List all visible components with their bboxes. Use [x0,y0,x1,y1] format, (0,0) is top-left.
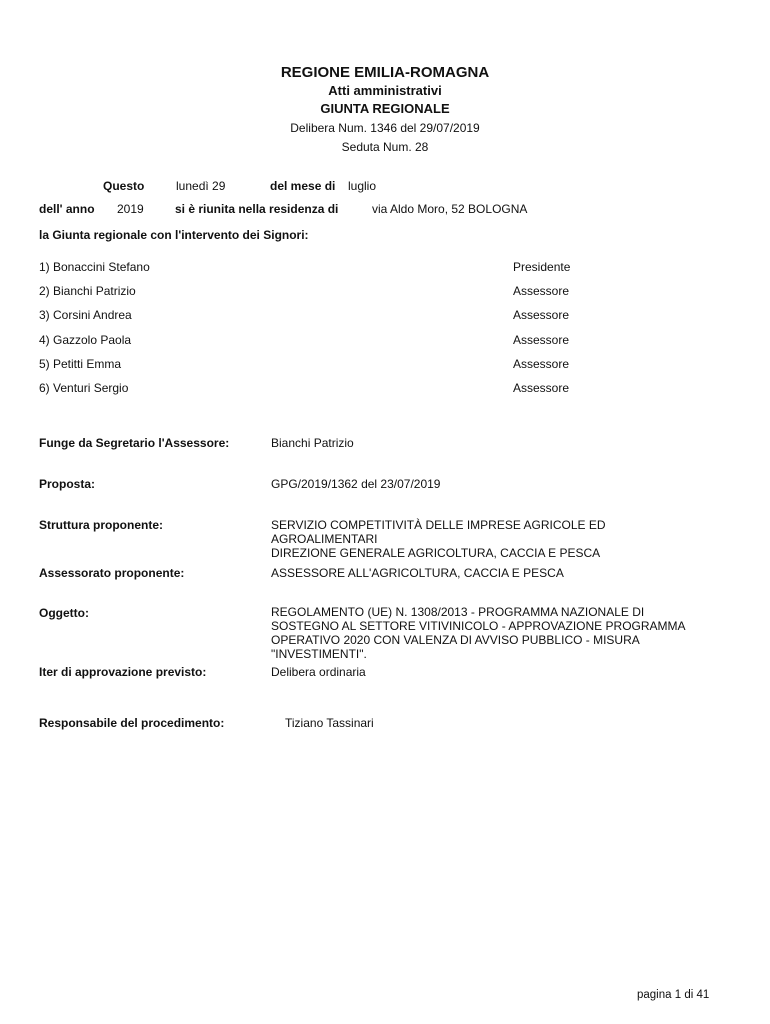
member-role: Assessore [513,381,570,395]
struttura-label: Struttura proponente: [39,518,163,532]
session-day: lunedì 29 [176,179,226,193]
member-name: 3) Corsini Andrea [39,308,132,322]
session-year: 2019 [117,202,144,216]
segretario-label: Funge da Segretario l'Assessore: [39,436,230,450]
seduta-number: Seduta Num. 28 [341,140,429,154]
assessorato-label: Assessorato proponente: [39,566,185,580]
iter-label: Iter di approvazione previsto: [39,665,207,679]
member-role: Assessore [513,357,570,371]
segretario-value: Bianchi Patrizio [271,436,354,450]
body-title: GIUNTA REGIONALE [320,101,450,116]
assessorato-value: ASSESSORE ALL'AGRICOLTURA, CACCIA E PESCA [271,566,564,580]
oggetto-value-line: "INVESTIMENTI". [271,647,367,661]
responsabile-value: Tiziano Tassinari [285,716,374,730]
riunita-label: si è riunita nella residenza di [175,202,339,216]
delibera-number: Delibera Num. 1346 del 29/07/2019 [290,121,480,135]
session-month: luglio [348,179,377,193]
proposta-label: Proposta: [39,477,96,491]
member-name: 4) Gazzolo Paola [39,333,132,347]
struttura-value-line: AGROALIMENTARI [271,532,378,546]
member-name: 1) Bonaccini Stefano [39,260,150,274]
oggetto-value-line: REGOLAMENTO (UE) N. 1308/2013 - PROGRAMMA NAZIONALE DI [271,605,645,619]
iter-value: Delibera ordinaria [271,665,366,679]
member-role: Presidente [513,260,571,274]
member-name: 6) Venturi Sergio [39,381,129,395]
oggetto-value-line: OPERATIVO 2020 CON VALENZA DI AVVISO PUBBLICO - MISURA [271,633,640,647]
document-subtitle: Atti amministrativi [328,83,442,98]
region-title: REGIONE EMILIA-ROMAGNA [280,64,490,81]
page-number: pagina 1 di 41 [637,989,710,1001]
oggetto-value-line: SOSTEGNO AL SETTORE VITIVINICOLO - APPROVAZIONE PROGRAMMA [271,619,686,633]
member-name: 2) Bianchi Patrizio [39,284,136,298]
mese-label: del mese di [270,179,336,193]
struttura-value-line: SERVIZIO COMPETITIVITÀ DELLE IMPRESE AGRICOLE ED [271,518,606,532]
intervento-heading: la Giunta regionale con l'intervento dei Signori: [39,228,309,242]
questo-label: Questo [103,179,145,193]
oggetto-label: Oggetto: [39,606,89,620]
struttura-value-line: DIREZIONE GENERALE AGRICOLTURA, CACCIA E PESCA [271,546,601,560]
member-role: Assessore [513,284,570,298]
member-role: Assessore [513,333,570,347]
member-name: 5) Petitti Emma [39,357,122,371]
responsabile-label: Responsabile del procedimento: [39,716,225,730]
proposta-value: GPG/2019/1362 del 23/07/2019 [271,477,441,491]
session-location: via Aldo Moro, 52 BOLOGNA [372,202,528,216]
member-role: Assessore [513,308,570,322]
anno-label: dell' anno [39,202,95,216]
